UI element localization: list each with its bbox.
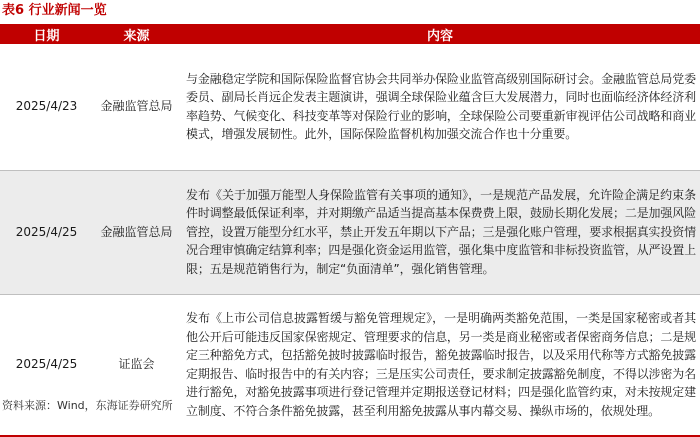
table-row [0, 170, 700, 294]
cell-source: 金融监管总局 [93, 44, 180, 170]
cell-content: 发布《关于加强万能型人身保险监管有关事项的通知》，一是规范产品发展，允许险企满足约束条件时调整最低保证利率，并对期缴产品适当提高基本保费费上限，鼓励长期化发展；二是加强风险管控，设置万能型分红水平，禁止开发五年期以下产品；三是强化账户管理，要求根据真实投资情况合理审慎确定结算利率；四是强化资金运用监管，强化集中度监管和非标投资监管，从严设置上限；五是规范销售行为，制定“负面清单”，强化销售管理。 [180, 170, 700, 294]
header-date: 日期 [0, 24, 93, 44]
table-row [0, 294, 700, 436]
cell-source: 金融监管总局 [93, 170, 180, 294]
table-row [0, 44, 700, 170]
cell-date: 2025/4/25 [0, 170, 93, 294]
source-note: 资料来源：Wind，东海证券研究所 [2, 399, 173, 412]
table-title: 表6 行业新闻一览 [2, 3, 107, 18]
cell-date: 2025/4/25 [0, 294, 93, 436]
cell-date: 2025/4/23 [0, 44, 93, 170]
news-table [0, 24, 700, 437]
cell-source: 证监会 [93, 294, 180, 436]
header-content: 内容 [180, 24, 700, 44]
cell-content: 发布《上市公司信息披露暂缓与豁免管理规定》，一是明确两类豁免范围，一类是国家秘密或者其他公开后可能违反国家保密规定、管理要求的信息，另一类是商业秘密或者保密商务信息；二是规定三种豁免方式，包括豁免披时披露临时报告，豁免披露临时报告，以及采用代称等方式豁免披露定期报告、临时报告中的有关内容；三是压实公司责任，要求制定披露豁免制度，不得以涉密为名进行豁免，对豁免披露事项进行登记管理并定期报送登记材料；四是强化监管约束，对未按规定建立制度、不符合条件豁免披露，甚至利用豁免披露从事内幕交易、操纵市场的，依规处理。 [180, 294, 700, 436]
cell-content: 与金融稳定学院和国际保险监督官协会共同举办保险业监管高级别国际研讨会。金融监管总局党委委员、副局长肖远企发表主题演讲，强调全球保险业蕴含巨大发展潜力，同时也面临经济体经济利率趋势、气候变化、科技变革等对保险行业的影响，全球保险公司要重新审视评估公司战略和商业模式，增强发展韧性。此外，国际保险监督机构加强交流合作也十分重要。 [180, 44, 700, 170]
table-header-row [0, 24, 700, 44]
header-source: 来源 [93, 24, 180, 44]
